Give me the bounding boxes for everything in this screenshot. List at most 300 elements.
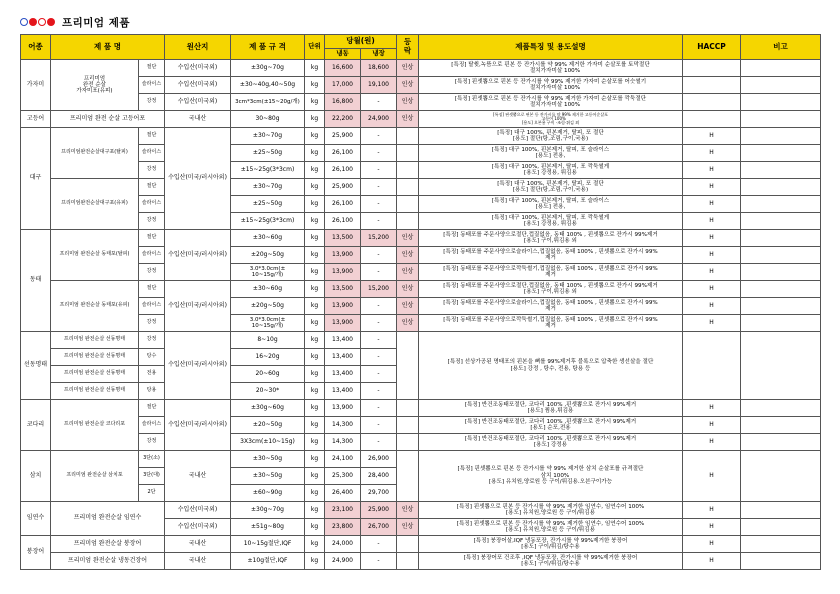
unit-cell: kg <box>305 502 325 519</box>
note-cell <box>741 502 821 519</box>
unit-cell: kg <box>305 247 325 264</box>
table-row <box>21 77 821 94</box>
note-cell <box>741 315 821 332</box>
product-name-cell: 프리미엄 완전순살 선동명태 <box>51 349 139 366</box>
cut-type-cell: 절단 <box>139 179 165 196</box>
change-cell: 인상 <box>397 94 419 111</box>
unit-cell: kg <box>305 145 325 162</box>
feature-cell: [특징] 붕장어살,IQF 냉동포장, 잔가시를 약 99%제거한 붕장어 [용도] 구이/튀김/탕수용 <box>419 536 683 553</box>
col-spec: 제 품 규 격 <box>231 35 305 60</box>
frozen-price-cell: 13,400 <box>325 366 361 383</box>
chilled-price-cell: - <box>361 298 397 315</box>
note-cell <box>741 434 821 451</box>
cut-type-cell: 절단 <box>139 60 165 77</box>
change-cell: 인상 <box>397 264 419 281</box>
unit-cell: kg <box>305 536 325 553</box>
species-cell: 동태 <box>21 230 51 332</box>
feature-cell: [특징] 핀셋뽑으로 핀본 등 잔가시를 약 99% 제거한 고등어순살포 고등어 100% [용도] 오븐용 구이 ·조림·튀김 외 <box>419 111 683 128</box>
cut-type-cell: 전용 <box>139 366 165 383</box>
table-row <box>21 434 821 451</box>
product-name-cell: 프리미엄 완전순살 선동명태 <box>51 332 139 349</box>
col-chilled: 냉장 <box>361 49 397 60</box>
spec-cell: ±30~60g <box>231 281 305 298</box>
note-cell <box>741 179 821 196</box>
change-cell: 인상 <box>397 298 419 315</box>
haccp-cell: H <box>683 179 741 196</box>
product-name-cell: 프리미엄 완전순살 코다리포 <box>51 400 139 451</box>
table-row <box>21 94 821 111</box>
unit-cell: kg <box>305 332 325 349</box>
feature-cell: [특징] 동태포를 주문사양으로깍둑썰기,껍질없음, 동태 100% , 핀셋뽑으로 잔가시 99% 제거 <box>419 315 683 332</box>
frozen-price-cell: 17,000 <box>325 77 361 94</box>
unit-cell: kg <box>305 298 325 315</box>
table-row <box>21 281 821 298</box>
origin-cell: 수입산(미국외) <box>165 60 231 77</box>
chilled-price-cell: - <box>361 94 397 111</box>
cut-type-cell: 절단 <box>139 400 165 417</box>
feature-cell: [특징] 동태포를 주문사양으로슬라이스,껍질없음, 동태 100% , 핀셋뽑으로 잔가시 99% 제거 <box>419 247 683 264</box>
frozen-price-cell: 13,400 <box>325 383 361 400</box>
cut-type-cell: 3단(소) <box>139 451 165 468</box>
haccp-cell <box>683 111 741 128</box>
spec-cell: 3X3cm(±10~15g) <box>231 434 305 451</box>
unit-cell: kg <box>305 77 325 94</box>
cut-type-cell: 강정 <box>139 264 165 281</box>
origin-cell: 국내산 <box>165 536 231 553</box>
haccp-cell: H <box>683 145 741 162</box>
frozen-price-cell: 26,100 <box>325 196 361 213</box>
haccp-cell: H <box>683 400 741 417</box>
chilled-price-cell: - <box>361 315 397 332</box>
table-row <box>21 162 821 179</box>
species-cell: 가자미 <box>21 60 51 111</box>
note-cell <box>741 519 821 536</box>
frozen-price-cell: 13,900 <box>325 298 361 315</box>
product-name-cell: 프리미엄 완전 순살 가자미포(유피) <box>51 60 139 111</box>
haccp-cell: H <box>683 230 741 247</box>
spec-cell: 3.0*3.0cm(± 10~15g/개) <box>231 315 305 332</box>
chilled-price-cell: - <box>361 213 397 230</box>
unit-cell: kg <box>305 366 325 383</box>
note-cell <box>741 60 821 77</box>
bullet-circle-icon <box>47 18 55 26</box>
chilled-price-cell: - <box>361 145 397 162</box>
frozen-price-cell: 23,100 <box>325 502 361 519</box>
unit-cell: kg <box>305 94 325 111</box>
chilled-price-cell: - <box>361 417 397 434</box>
frozen-price-cell: 26,100 <box>325 145 361 162</box>
feature-cell: [특징] 대구 100%, 핀본제거, 탈피, 포 깍둑썰게 [용도] 강정용, 튀김용 <box>419 162 683 179</box>
haccp-cell: H <box>683 264 741 281</box>
premium-product-table <box>20 34 821 570</box>
change-cell <box>397 536 419 553</box>
haccp-cell <box>683 332 741 400</box>
spec-cell: ±15~25g(3*3cm) <box>231 213 305 230</box>
change-cell: 인상 <box>397 315 419 332</box>
unit-cell: kg <box>305 519 325 536</box>
frozen-price-cell: 25,300 <box>325 468 361 485</box>
table-row <box>21 128 821 145</box>
note-cell <box>741 247 821 264</box>
change-cell <box>397 162 419 179</box>
haccp-cell: H <box>683 417 741 434</box>
frozen-price-cell: 22,200 <box>325 111 361 128</box>
frozen-price-cell: 26,100 <box>325 162 361 179</box>
product-name-cell: 프리미엄완전순살대구포(유피) <box>51 179 139 230</box>
product-name-cell: 프리미엄 완전순살 동태포(탈피) <box>51 230 139 281</box>
change-cell <box>397 145 419 162</box>
note-cell <box>741 553 821 570</box>
cut-type-cell: 강정 <box>139 94 165 111</box>
cut-type-cell: 강정 <box>139 332 165 349</box>
frozen-price-cell: 26,400 <box>325 485 361 502</box>
note-cell <box>741 145 821 162</box>
change-cell <box>397 417 419 434</box>
origin-cell: 수입산(미국/러시아외) <box>165 230 231 281</box>
chilled-price-cell: - <box>361 196 397 213</box>
species-cell: 코다리 <box>21 400 51 451</box>
chilled-price-cell: 28,400 <box>361 468 397 485</box>
haccp-cell: H <box>683 502 741 519</box>
table-row <box>21 502 821 519</box>
change-cell <box>397 179 419 196</box>
unit-cell: kg <box>305 60 325 77</box>
cut-type-cell: 강정 <box>139 434 165 451</box>
change-cell <box>397 213 419 230</box>
bullet-circle-icon <box>20 18 28 26</box>
note-cell <box>741 230 821 247</box>
change-cell <box>397 434 419 451</box>
change-cell: 인상 <box>397 502 419 519</box>
feature-cell: [특징] 핀셋뽑으로 핀본 등 잔가시를 약 99% 제거한 가자미 순살포를 깍둑절단 절치가자미살 100% <box>419 94 683 111</box>
table-row <box>21 315 821 332</box>
table-row <box>21 298 821 315</box>
chilled-price-cell: 26,700 <box>361 519 397 536</box>
note-cell <box>741 94 821 111</box>
col-origin: 원산지 <box>165 35 231 60</box>
note-cell <box>741 196 821 213</box>
haccp-cell <box>683 94 741 111</box>
frozen-price-cell: 13,900 <box>325 247 361 264</box>
table-row <box>21 553 821 570</box>
feature-cell: [특징] 핀셋뽑으로 핀본 등 잔가시를 약 99% 제거한 삼치 순살포를 규격절단 삼치 100% [용도] 유치원,양로원 등 구이/튀김용.오븐구이가능 <box>419 451 683 502</box>
product-name-cell: 프리미엄완전순살대구포(탈피) <box>51 128 139 179</box>
cut-type-cell: 슬라이스 <box>139 145 165 162</box>
spec-cell: ±30~70g <box>231 128 305 145</box>
species-cell: 선동명태 <box>21 332 51 400</box>
feature-cell: [특징] 대구 100%, 핀본제거, 탈피, 포 슬라이스 [용도] 전용, <box>419 145 683 162</box>
col-features: 제품특징 및 용도설명 <box>419 35 683 60</box>
origin-cell: 국내산 <box>165 111 231 128</box>
table-row <box>21 196 821 213</box>
note-cell <box>741 162 821 179</box>
origin-cell: 국내산 <box>165 451 231 502</box>
haccp-cell: H <box>683 451 741 502</box>
origin-cell: 수입산(미국/러시아외) <box>165 332 231 400</box>
title-row <box>20 14 130 30</box>
chilled-price-cell: - <box>361 434 397 451</box>
note-cell <box>741 451 821 502</box>
col-product-name: 제 품 명 <box>51 35 165 60</box>
species-cell: 고등어 <box>21 111 51 128</box>
col-haccp: HACCP <box>683 35 741 60</box>
table-row <box>21 332 821 349</box>
frozen-price-cell: 26,100 <box>325 213 361 230</box>
unit-cell: kg <box>305 264 325 281</box>
spec-cell: ±25~50g <box>231 196 305 213</box>
haccp-cell: H <box>683 519 741 536</box>
frozen-price-cell: 24,900 <box>325 553 361 570</box>
note-cell <box>741 213 821 230</box>
unit-cell: kg <box>305 349 325 366</box>
unit-cell: kg <box>305 400 325 417</box>
chilled-price-cell: - <box>361 179 397 196</box>
note-cell <box>741 417 821 434</box>
feature-cell: [특징] 핀셋뽑으로 핀본 등 잔가시를 약 99% 제거한 임연수, 임연수어 100% [용도] 유치원,양로원 등 구이/튀김용 <box>419 502 683 519</box>
frozen-price-cell: 13,500 <box>325 281 361 298</box>
spec-cell: ±15~25g(3*3cm) <box>231 162 305 179</box>
chilled-price-cell: - <box>361 349 397 366</box>
spec-cell: ±20~50g <box>231 417 305 434</box>
cut-type-cell: 슬라이스 <box>139 247 165 264</box>
feature-cell: [특징] 대구 100%, 핀본제거, 탈피, 포 절단 [용도] 절단(탕,조림,구이,국용) <box>419 179 683 196</box>
feature-cell: [특징] 동태포를 주문사양으로깍둑썰기,껍질없음, 동태 100% , 핀셋뽑으로 잔가시 99% 제거 <box>419 264 683 281</box>
chilled-price-cell: 26,900 <box>361 451 397 468</box>
unit-cell: kg <box>305 468 325 485</box>
unit-cell: kg <box>305 485 325 502</box>
table-row <box>21 213 821 230</box>
frozen-price-cell: 25,900 <box>325 128 361 145</box>
table-row <box>21 400 821 417</box>
chilled-price-cell: - <box>361 247 397 264</box>
haccp-cell: H <box>683 213 741 230</box>
table-row <box>21 247 821 264</box>
cut-type-cell: 슬라이스 <box>139 77 165 94</box>
origin-cell: 수입산(미국/러시아외) <box>165 281 231 332</box>
spec-cell: 16~20g <box>231 349 305 366</box>
cut-type-cell: 슬라이스 <box>139 298 165 315</box>
haccp-cell: H <box>683 281 741 298</box>
change-cell: 인상 <box>397 519 419 536</box>
chilled-price-cell: 19,100 <box>361 77 397 94</box>
spec-cell: 3cm*3cm(±15~20g/개) <box>231 94 305 111</box>
unit-cell: kg <box>305 553 325 570</box>
product-name-cell: 프리미엄 완전순살 삼치포 <box>51 451 139 502</box>
origin-cell: 국내산 <box>165 553 231 570</box>
cut-type-cell: 절단 <box>139 281 165 298</box>
col-change: 등 락 <box>397 35 419 60</box>
note-cell <box>741 298 821 315</box>
unit-cell: kg <box>305 196 325 213</box>
cut-type-cell: 슬라이스 <box>139 417 165 434</box>
spec-cell: 10~15g절단,IQF <box>231 536 305 553</box>
cut-type-cell: 슬라이스 <box>139 196 165 213</box>
product-name-cell: 프리미엄 완전순살 임연수 <box>51 502 165 536</box>
spec-cell: ±30g~70g <box>231 502 305 519</box>
product-name-cell: 프리미엄 완전순살 선동명태 <box>51 366 139 383</box>
change-cell: 인상 <box>397 230 419 247</box>
note-cell <box>741 111 821 128</box>
feature-cell: [특징] 반건조동태포절단, 코다리 100% ,핀셋뽑으로 잔가시 99%제거 [용도] 순포,전용 <box>419 417 683 434</box>
unit-cell: kg <box>305 128 325 145</box>
unit-cell: kg <box>305 417 325 434</box>
frozen-price-cell: 16,800 <box>325 94 361 111</box>
note-cell <box>741 128 821 145</box>
change-cell: 인상 <box>397 77 419 94</box>
change-cell: 인상 <box>397 281 419 298</box>
haccp-cell: H <box>683 196 741 213</box>
spec-cell: ±60~90g <box>231 485 305 502</box>
cut-type-cell: 강정 <box>139 315 165 332</box>
origin-cell: 수입산(미국외) <box>165 77 231 94</box>
origin-cell: 수입산(미국/러시아외) <box>165 128 231 230</box>
feature-cell: [특징] 반건조동태포절단, 코다리 100% ,핀셋뽑으로 잔가시 99%제거 [용도] 찜용,튀김용 <box>419 400 683 417</box>
product-name-cell: 프리미엄 완전순살 붕장어 <box>51 536 165 553</box>
origin-cell: 수입산(미국외) <box>165 502 231 519</box>
spec-cell: 30~80g <box>231 111 305 128</box>
note-cell <box>741 77 821 94</box>
feature-cell: [특징] 대구 100%, 핀본제거, 탈피, 포 슬라이스 [용도] 전용, <box>419 196 683 213</box>
frozen-price-cell: 13,400 <box>325 349 361 366</box>
cut-type-cell: 절단 <box>139 230 165 247</box>
spec-cell: ±30~60g <box>231 230 305 247</box>
feature-cell: [특징] 동태포를 주문사양으로절단,껍질없음, 동태 100% , 핀셋뽑으로 잔가시 99%제거 [용도] 구이,튀김용 외 <box>419 281 683 298</box>
spec-cell: 20~60g <box>231 366 305 383</box>
unit-cell: kg <box>305 315 325 332</box>
col-frozen: 냉동 <box>325 49 361 60</box>
frozen-price-cell: 13,400 <box>325 332 361 349</box>
product-name-cell: 프리미엄 완전순살 선동명태 <box>51 383 139 400</box>
cut-type-cell: 2단 <box>139 485 165 502</box>
unit-cell: kg <box>305 383 325 400</box>
haccp-cell: H <box>683 553 741 570</box>
feature-cell: [특징] 동태포를 주문사양으로슬라이스,껍질없음, 동태 100% , 핀셋뽑으로 잔가시 99% 제거 <box>419 298 683 315</box>
unit-cell: kg <box>305 230 325 247</box>
spec-cell: ±30g~70g <box>231 60 305 77</box>
chilled-price-cell: 25,900 <box>361 502 397 519</box>
table-row <box>21 60 821 77</box>
chilled-price-cell: - <box>361 162 397 179</box>
feature-cell: [특징] 대구 100%, 핀본제거, 탈피, 포 깍둑썰게 [용도] 강정용, 튀김용 <box>419 213 683 230</box>
col-note: 비고 <box>741 35 821 60</box>
change-cell <box>397 400 419 417</box>
feature-cell: [특징] 탈췻,녹뜸으로 핀본 등 잔가시를 약 99% 제거한 가자미 순살포를 토막절단 절치가자미살 100% <box>419 60 683 77</box>
bullet-circle-icon <box>38 18 46 26</box>
frozen-price-cell: 24,100 <box>325 451 361 468</box>
frozen-price-cell: 25,900 <box>325 179 361 196</box>
table-row <box>21 230 821 247</box>
spec-cell: ±20g~50g <box>231 247 305 264</box>
change-cell: 인상 <box>397 247 419 264</box>
table-row <box>21 451 821 468</box>
unit-cell: kg <box>305 213 325 230</box>
haccp-cell <box>683 77 741 94</box>
frozen-price-cell: 13,900 <box>325 264 361 281</box>
species-cell: 임연수 <box>21 502 51 536</box>
col-unit: 단위 <box>305 35 325 60</box>
haccp-cell: H <box>683 536 741 553</box>
col-price: 당월(원) <box>325 35 397 49</box>
chilled-price-cell: 15,200 <box>361 281 397 298</box>
frozen-price-cell: 24,000 <box>325 536 361 553</box>
bullet-circle-icon <box>29 18 37 26</box>
feature-cell: [특징] 선상가공된 명태포의 핀본을 뼈를 99%제거후 블록으로 압축한 생선살을 절단 [용도] 강정 , 탕수, 전용, 탕용 등 <box>419 332 683 400</box>
col-species: 어종 <box>21 35 51 60</box>
haccp-cell: H <box>683 247 741 264</box>
change-cell: 인상 <box>397 111 419 128</box>
frozen-price-cell: 14,300 <box>325 434 361 451</box>
note-cell <box>741 281 821 298</box>
chilled-price-cell: 24,900 <box>361 111 397 128</box>
spec-cell: 20~30* <box>231 383 305 400</box>
haccp-cell: H <box>683 315 741 332</box>
chilled-price-cell: - <box>361 536 397 553</box>
product-name-cell: 프리미엄 완전순살 동태포(유피) <box>51 281 139 332</box>
frozen-price-cell: 23,800 <box>325 519 361 536</box>
chilled-price-cell: - <box>361 264 397 281</box>
species-cell: 붕장어 <box>21 536 51 570</box>
chilled-price-cell: - <box>361 383 397 400</box>
unit-cell: kg <box>305 451 325 468</box>
spec-cell: ±10g절단,IQF <box>231 553 305 570</box>
cut-type-cell: 절단 <box>139 128 165 145</box>
note-cell <box>741 264 821 281</box>
change-cell <box>397 553 419 570</box>
note-cell <box>741 536 821 553</box>
spec-cell: 8~10g <box>231 332 305 349</box>
frozen-price-cell: 13,900 <box>325 315 361 332</box>
spec-cell: ±51g~80g <box>231 519 305 536</box>
spec-cell: ±30g~60g <box>231 400 305 417</box>
table-row <box>21 536 821 553</box>
chilled-price-cell: - <box>361 553 397 570</box>
spec-cell: ±25~50g <box>231 145 305 162</box>
species-cell: 대구 <box>21 128 51 230</box>
change-cell <box>397 451 419 502</box>
spec-cell: 3.0*3.0cm(± 10~15g/개) <box>231 264 305 281</box>
chilled-price-cell: - <box>361 128 397 145</box>
change-cell <box>397 196 419 213</box>
note-cell <box>741 332 821 400</box>
cut-type-cell: 탕수 <box>139 349 165 366</box>
change-cell <box>397 332 419 400</box>
chilled-price-cell: - <box>361 332 397 349</box>
haccp-cell: H <box>683 128 741 145</box>
table-row <box>21 111 821 128</box>
change-cell: 인상 <box>397 60 419 77</box>
feature-cell: [특징] 대구 100%, 핀본제거, 탈피, 포 절단 [용도] 절단(탕,조림,구이,국용) <box>419 128 683 145</box>
feature-cell: [특징] 반건조동태포절단, 코다리 100% ,핀셋뽑으로 잔가시 99%제거 [용도] 강정용 <box>419 434 683 451</box>
chilled-price-cell: 29,700 <box>361 485 397 502</box>
feature-cell: [특징] 동태포를 주문사양으로절단,껍질없음, 동태 100% , 핀셋뽑으로 잔가시 99%제거 [용도] 구이,튀김용 외 <box>419 230 683 247</box>
frozen-price-cell: 13,900 <box>325 400 361 417</box>
feature-cell: [특징] 핀셋뽑으로 핀본 등 잔가시를 약 99% 제거한 가자미 순살포를 어슷썰기 절치가자미살 100% <box>419 77 683 94</box>
haccp-cell <box>683 60 741 77</box>
feature-cell: [특징] 붕장어포 건조후 ,IQF 냉동포장, 잔가시를 약 99%제거한 붕장어 [용도] 구이/튀김/탕수용 <box>419 553 683 570</box>
change-cell <box>397 128 419 145</box>
haccp-cell: H <box>683 434 741 451</box>
feature-cell: [특징] 핀셋뽑으로 핀본 등 잔가시를 약 99% 제거한 임연수, 임연수어 100% [용도] 유치원,양로원 등 구이/튀김용 <box>419 519 683 536</box>
unit-cell: kg <box>305 179 325 196</box>
origin-cell: 수입산(미국외) <box>165 519 231 536</box>
spec-cell: ±30~50g <box>231 451 305 468</box>
spec-cell: ±30~40g,40~50g <box>231 77 305 94</box>
note-cell <box>741 400 821 417</box>
table-row <box>21 417 821 434</box>
page-title: 프리미엄 제품 <box>62 16 131 29</box>
cut-type-cell: 강정 <box>139 213 165 230</box>
unit-cell: kg <box>305 434 325 451</box>
